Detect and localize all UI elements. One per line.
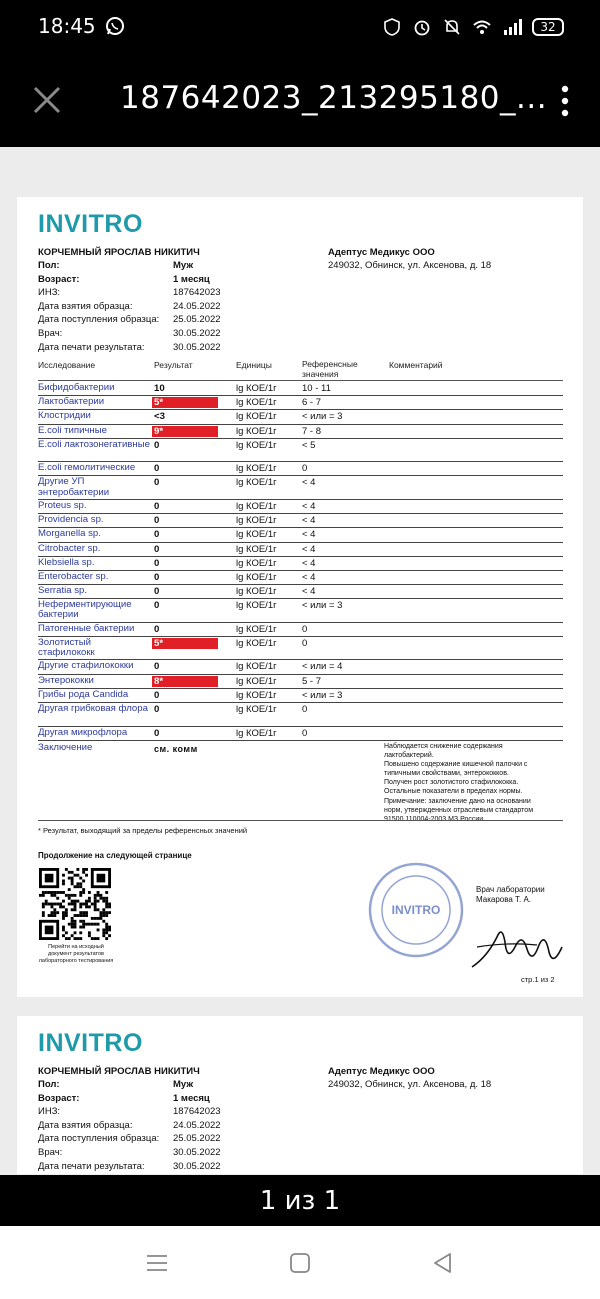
unit: lg КОЕ/1г [236, 515, 277, 527]
reference-range: < 4 [302, 477, 316, 489]
reference-range: 7 - 8 [302, 425, 322, 437]
test-name: Другие УП энтеробактерии [38, 476, 110, 498]
reference-range: < 4 [302, 515, 316, 527]
whatsapp-icon [105, 16, 125, 36]
test-name: Другие стафилококки [38, 660, 134, 672]
lab-address: 249032, Обнинск, ул. Аксенова, д. 18 [328, 1079, 492, 1090]
result-value: 9* [152, 426, 218, 437]
table-row [38, 462, 563, 476]
unit: lg КОЕ/1г [236, 727, 277, 739]
info-label: Дата взятия образца: [38, 300, 133, 312]
result-value: 0 [154, 623, 160, 635]
test-name: Citrobacter sp. [38, 542, 101, 554]
test-name: Klebsiella sp. [38, 556, 95, 568]
table-row [38, 514, 563, 528]
reference-range: 0 [302, 463, 308, 475]
doctor-signature-block [476, 885, 545, 906]
reference-range: < 4 [302, 500, 316, 512]
unit: lg КОЕ/1г [236, 383, 277, 394]
patient-info [38, 260, 221, 355]
result-value: 0 [154, 727, 160, 739]
unit: lg КОЕ/1г [236, 463, 277, 475]
reference-range: < 4 [302, 543, 316, 555]
info-value: Муж [173, 260, 194, 271]
stamp-text: INVITRO [391, 903, 441, 917]
reference-range: < или = 3 [302, 411, 343, 423]
info-value: 30.05.2022 [173, 1160, 221, 1172]
reference-range: < 4 [302, 529, 316, 541]
result-value: 0 [154, 586, 160, 598]
comment-line: Наблюдается снижение содержания [384, 743, 503, 750]
patient-name: КОРЧЕМНЫЙ ЯРОСЛАВ НИКИТИЧ [38, 247, 200, 258]
unit: lg КОЕ/1г [236, 623, 277, 635]
result-value: 0 [154, 661, 160, 673]
info-label: Дата взятия образца: [38, 1119, 133, 1131]
vpn-icon [382, 17, 402, 37]
status-icons [382, 14, 564, 40]
info-label: Дата печати результата: [38, 341, 145, 353]
table-row [38, 623, 563, 637]
result-value: 0 [154, 600, 160, 612]
back-icon[interactable] [430, 1250, 456, 1276]
test-name: Morganella sp. [38, 528, 101, 540]
comment-line: лактобактерий. [384, 752, 434, 760]
result-value: 0 [154, 463, 160, 475]
status-time: 18:45 [38, 14, 96, 38]
result-value: 0 [154, 500, 160, 512]
info-value: 24.05.2022 [173, 300, 221, 312]
more-options-icon[interactable] [558, 84, 572, 118]
info-value: Муж [173, 1079, 194, 1090]
info-label: Дата печати результата: [38, 1160, 145, 1172]
comment-line: Остальные показатели в пределах нормы. [384, 788, 523, 796]
test-name: Proteus sp. [38, 499, 87, 511]
table-row [38, 599, 563, 623]
header-ref: Референсные значения [302, 359, 358, 379]
table-row [38, 543, 563, 557]
document-page-2 [17, 1016, 583, 1174]
table-row [38, 585, 563, 599]
result-value: 0 [154, 439, 160, 451]
reference-range: < или = 3 [302, 689, 343, 701]
info-row [38, 1079, 221, 1093]
invitro-logo: INVITRO [38, 1029, 143, 1057]
table-row [38, 396, 563, 410]
continuation-note: Продолжение на следующей странице [38, 851, 192, 860]
reference-range: < или = 3 [302, 600, 343, 612]
invitro-logo: INVITRO [38, 210, 143, 238]
table-row [38, 675, 563, 689]
info-label: ИНЗ: [38, 287, 61, 299]
info-row [38, 1161, 221, 1174]
test-name: Другая микрофлора [38, 726, 128, 738]
info-row [38, 301, 221, 315]
reference-range: 0 [302, 727, 308, 739]
comment-line: Примечание: заключение дано на основании [384, 797, 531, 805]
mute-icon [442, 17, 462, 37]
doctor-title: Врач лаборатории [476, 885, 545, 894]
test-name: Лактобактерии [38, 396, 105, 408]
unit: lg КОЕ/1г [236, 557, 277, 569]
test-name: E.coli гемолитические [38, 462, 136, 474]
table-row [38, 425, 563, 439]
test-name: Enterobacter sp. [38, 570, 109, 582]
info-value: 1 месяц [173, 273, 210, 285]
info-row [38, 328, 221, 342]
info-label: Врач: [38, 327, 63, 339]
reference-range: < 5 [302, 439, 316, 451]
table-row [38, 703, 563, 727]
close-icon[interactable] [32, 85, 62, 115]
lab-stamp [366, 860, 466, 960]
table-row [38, 571, 563, 585]
test-name: Serratia sp. [38, 585, 88, 597]
footnote: * Результат, выходящий за пределы референсных значений [38, 826, 248, 835]
result-value: 10 [154, 383, 165, 394]
unit: lg КОЕ/1г [236, 600, 277, 612]
wifi-icon [472, 17, 492, 37]
result-value: 0 [154, 557, 160, 569]
test-name: Другая грибковая флора [38, 703, 148, 714]
test-name: Клостридии [38, 410, 91, 422]
info-row [38, 314, 221, 328]
unit: lg КОЕ/1г [236, 500, 277, 512]
unit: lg КОЕ/1г [236, 411, 277, 423]
table-row [38, 476, 563, 500]
info-value: 30.05.2022 [173, 341, 221, 353]
table-row [38, 410, 563, 424]
test-name: Бифидобактерии [38, 382, 115, 393]
table-row [38, 727, 563, 741]
comment-line: Повышено содержание кишечной палочки с [384, 761, 528, 769]
info-row [38, 1147, 221, 1161]
doctor-name: Макарова Т. А. [476, 895, 532, 905]
reference-range: < 4 [302, 571, 316, 583]
signal-icon [502, 17, 522, 37]
unit: lg КОЕ/1г [236, 529, 277, 541]
table-row [38, 382, 563, 396]
table-row [38, 557, 563, 571]
recent-apps-icon[interactable] [144, 1250, 170, 1276]
navigation-bar [0, 1226, 600, 1299]
reference-range: < 4 [302, 586, 316, 598]
unit: lg КОЕ/1г [236, 543, 277, 555]
result-value: 8* [152, 676, 218, 687]
divider [38, 380, 563, 381]
comment-line: типичными свойствами, энтерококков. [384, 770, 509, 778]
battery-icon: 32 [532, 18, 564, 36]
result-value: 0 [154, 477, 160, 489]
unit: lg КОЕ/1г [236, 425, 277, 437]
info-label: Возраст: [38, 273, 80, 285]
info-value: 30.05.2022 [173, 327, 221, 339]
info-row [38, 1106, 221, 1120]
reference-range: 5 - 7 [302, 675, 322, 687]
info-value: 187642023 [173, 287, 221, 299]
info-label: ИНЗ: [38, 1106, 61, 1118]
results-table [38, 382, 563, 741]
reference-range: 0 [302, 704, 308, 715]
info-value: 30.05.2022 [173, 1146, 221, 1158]
result-value: 5* [152, 397, 218, 408]
unit: lg КОЕ/1г [236, 704, 277, 715]
unit: lg КОЕ/1г [236, 397, 277, 409]
conclusion-value: см. комм [154, 744, 198, 754]
document-title: 187642023_213295180_... [120, 80, 548, 116]
info-value: 25.05.2022 [173, 314, 221, 326]
info-value: 1 месяц [173, 1092, 210, 1104]
reference-range: 0 [302, 623, 308, 635]
qr-caption: Перейти на исходный документ результатов лабораторного тестирования [38, 944, 114, 965]
result-value: 0 [154, 515, 160, 527]
unit: lg КОЕ/1г [236, 477, 277, 489]
info-label: Пол: [38, 260, 60, 271]
result-value: 0 [154, 704, 160, 715]
info-label: Дата поступления образца: [38, 314, 160, 326]
table-row [38, 689, 563, 703]
header-result: Результат [154, 360, 193, 370]
table-row [38, 660, 563, 674]
test-name: E.coli типичные [38, 424, 107, 436]
unit: lg КОЕ/1г [236, 637, 277, 649]
reference-range: < 4 [302, 557, 316, 569]
info-row [38, 1093, 221, 1107]
test-name: E.coli лактозонегативные [38, 438, 150, 450]
table-row [38, 439, 563, 463]
table-row [38, 500, 563, 514]
comment-line: Получен рост золотистого стафилококка. [384, 779, 519, 787]
reference-range: 6 - 7 [302, 397, 322, 409]
info-value: 187642023 [173, 1106, 221, 1118]
table-row [38, 637, 563, 661]
info-value: 24.05.2022 [173, 1119, 221, 1131]
info-row [38, 342, 221, 356]
reference-range: 0 [302, 637, 308, 649]
result-value: <3 [154, 411, 165, 423]
signature [467, 917, 567, 977]
alarm-icon [412, 17, 432, 37]
info-row [38, 274, 221, 288]
info-label: Врач: [38, 1146, 63, 1158]
info-row [38, 287, 221, 301]
header-unit: Единицы [236, 360, 272, 370]
test-name: Грибы рода Candida [38, 688, 129, 700]
qr-code[interactable] [39, 868, 111, 940]
conclusion-label: Заключение [38, 742, 93, 753]
test-name: Золотистый стафилококк [38, 636, 95, 658]
result-value: 0 [154, 529, 160, 541]
info-row [38, 1133, 221, 1147]
unit: lg КОЕ/1г [236, 439, 277, 451]
page-number: стр.1 из 2 [521, 975, 555, 984]
unit: lg КОЕ/1г [236, 689, 277, 701]
patient-info [38, 1079, 221, 1174]
info-row [38, 1120, 221, 1134]
test-name: Энтерококки [38, 674, 94, 686]
result-value: 0 [154, 689, 160, 701]
unit: lg КОЕ/1г [236, 571, 277, 583]
comment-line: 91500.110004-2003 МЗ России. [384, 815, 486, 823]
comment-line: норм, утвержденных отраслевым стандартом [384, 806, 534, 814]
result-value: 0 [154, 543, 160, 555]
info-label: Пол: [38, 1079, 60, 1090]
home-icon[interactable] [287, 1250, 313, 1276]
lab-name: Адептус Медикус ООО [328, 1066, 435, 1077]
header-comment: Комментарий [389, 360, 443, 370]
unit: lg КОЕ/1г [236, 675, 277, 687]
test-name: Патогенные бактерии [38, 622, 135, 634]
info-value: 25.05.2022 [173, 1133, 221, 1145]
reference-range: 10 - 11 [302, 383, 331, 394]
comment-text [384, 742, 556, 824]
test-name: Providencia sp. [38, 514, 104, 526]
unit: lg КОЕ/1г [236, 661, 277, 673]
info-label: Возраст: [38, 1092, 80, 1104]
unit: lg КОЕ/1г [236, 586, 277, 598]
header-test: Исследование [38, 360, 96, 370]
info-row [38, 260, 221, 274]
info-label: Дата поступления образца: [38, 1133, 160, 1145]
test-name: Неферментирующие бактерии [38, 599, 132, 621]
lab-address: 249032, Обнинск, ул. Аксенова, д. 18 [328, 260, 492, 271]
patient-name: КОРЧЕМНЫЙ ЯРОСЛАВ НИКИТИЧ [38, 1066, 200, 1077]
divider [38, 820, 563, 821]
page-indicator: 1 из 1 [0, 1175, 600, 1226]
document-page-1 [17, 197, 583, 997]
result-value: 5* [152, 638, 218, 649]
result-value: 0 [154, 571, 160, 583]
lab-name: Адептус Медикус ООО [328, 247, 435, 258]
table-row [38, 528, 563, 542]
reference-range: < или = 4 [302, 661, 343, 673]
app-header [0, 0, 600, 147]
